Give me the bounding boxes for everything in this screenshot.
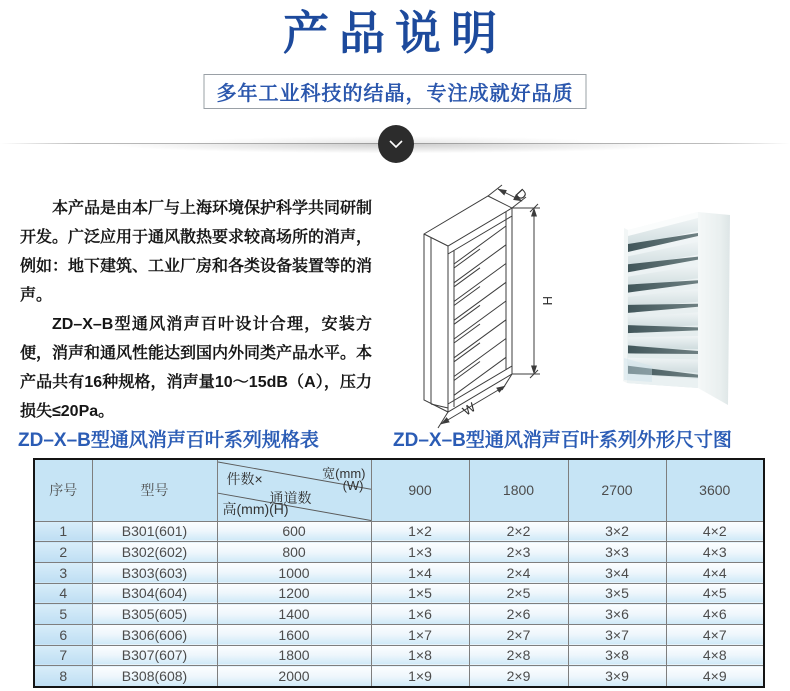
- cell-value: 3×3: [568, 542, 666, 563]
- corner-pieces-label: 件数×: [226, 471, 263, 487]
- cell-value: 1×2: [371, 521, 469, 542]
- header-diagonal-cell: [217, 459, 371, 521]
- cell-value: 4×2: [666, 521, 764, 542]
- cell-model: B305(605): [92, 604, 217, 625]
- cell-height: 800: [217, 542, 371, 563]
- table-row: [34, 542, 764, 563]
- cell-serial: 6: [34, 624, 92, 645]
- cell-value: 4×7: [666, 624, 764, 645]
- cell-value: 4×3: [666, 542, 764, 563]
- cell-height: 600: [217, 521, 371, 542]
- cell-height: 1600: [217, 624, 371, 645]
- cell-serial: 3: [34, 562, 92, 583]
- cell-value: 4×6: [666, 604, 764, 625]
- spec-table-title: ZD–X–B型通风消声百叶系列规格表: [18, 430, 319, 451]
- header-width-2700: 2700: [568, 459, 666, 521]
- tagline-box: [204, 74, 587, 109]
- louver-dimension-drawing: [398, 184, 593, 430]
- cell-value: 3×6: [568, 604, 666, 625]
- cell-value: 1×9: [371, 666, 469, 687]
- intro-paragraph-1: 本产品是由本厂与上海环境保护科学共同研制开发。广泛应用于通风散热要求较高场所的消声，例如：地下建筑、工业厂房和各类设备装置等的消声。: [20, 200, 373, 304]
- tagline-text: 多年工业科技的结晶，专注成就好品质: [216, 83, 574, 105]
- cell-value: 2×6: [469, 604, 568, 625]
- cell-value: 3×2: [568, 521, 666, 542]
- cell-value: 2×3: [469, 542, 568, 563]
- corner-width-label: 宽(mm): [322, 466, 366, 481]
- cell-height: 2000: [217, 666, 371, 687]
- chevron-down-icon: [378, 125, 414, 163]
- cell-value: 2×5: [469, 583, 568, 604]
- cell-serial: 8: [34, 666, 92, 687]
- table-row: [34, 604, 764, 625]
- spec-table: [33, 458, 765, 688]
- cell-value: 1×7: [371, 624, 469, 645]
- table-row: [34, 624, 764, 645]
- cell-value: 4×5: [666, 583, 764, 604]
- cell-value: 1×5: [371, 583, 469, 604]
- cell-value: 2×2: [469, 521, 568, 542]
- cell-serial: 5: [34, 604, 92, 625]
- header-width-1800: 1800: [469, 459, 568, 521]
- dimension-label-height: H: [540, 296, 555, 306]
- table-row: [34, 562, 764, 583]
- product-intro: [20, 194, 372, 426]
- table-row: [34, 583, 764, 604]
- table-header-row: [34, 459, 764, 521]
- header-width-900: 900: [371, 459, 469, 521]
- cell-model: B307(607): [92, 645, 217, 666]
- cell-value: 2×9: [469, 666, 568, 687]
- cell-height: 1200: [217, 583, 371, 604]
- dimension-label-width: W: [459, 399, 479, 419]
- cell-value: 1×4: [371, 562, 469, 583]
- cell-value: 2×8: [469, 645, 568, 666]
- cell-model: B303(603): [92, 562, 217, 583]
- cell-height: 1400: [217, 604, 371, 625]
- cell-height: 1000: [217, 562, 371, 583]
- cell-value: 1×3: [371, 542, 469, 563]
- cell-serial: 7: [34, 645, 92, 666]
- cell-value: 4×8: [666, 645, 764, 666]
- cell-model: B304(604): [92, 583, 217, 604]
- cell-value: 1×8: [371, 645, 469, 666]
- corner-channels-label: 通道数: [269, 490, 312, 506]
- cell-value: 1×6: [371, 604, 469, 625]
- cell-height: 1800: [217, 645, 371, 666]
- corner-height-label: 高(mm)(H): [222, 500, 289, 517]
- cell-model: B302(602): [92, 542, 217, 563]
- cell-value: 3×8: [568, 645, 666, 666]
- cell-value: 2×7: [469, 624, 568, 645]
- cell-value: 3×5: [568, 583, 666, 604]
- cell-serial: 2: [34, 542, 92, 563]
- cell-serial: 1: [34, 521, 92, 542]
- cell-value: 3×9: [568, 666, 666, 687]
- table-row: [34, 521, 764, 542]
- header-serial: 序号: [34, 459, 92, 521]
- cell-value: 3×7: [568, 624, 666, 645]
- table-row: [34, 645, 764, 666]
- cell-model: B301(601): [92, 521, 217, 542]
- header-model: 型号: [92, 459, 217, 521]
- cell-value: 3×4: [568, 562, 666, 583]
- header-width-3600: 3600: [666, 459, 764, 521]
- scroll-down-button[interactable]: [378, 125, 414, 163]
- intro-paragraph-2: ZD–X–B型通风消声百叶设计合理，安装方便，消声和通风性能达到国内外同类产品水平。本产品共有16种规格，消声量10～15dB（A），压力损失≤20Pa。: [20, 316, 373, 420]
- table-row: [34, 666, 764, 687]
- cell-value: 2×4: [469, 562, 568, 583]
- cell-value: 4×4: [666, 562, 764, 583]
- corner-width-unit: (W): [342, 478, 364, 493]
- cell-value: 4×9: [666, 666, 764, 687]
- cell-model: B306(606): [92, 624, 217, 645]
- cell-serial: 4: [34, 583, 92, 604]
- louver-product-photo: [600, 190, 740, 415]
- page-title: 产品说明: [283, 7, 507, 59]
- cell-model: B308(608): [92, 666, 217, 687]
- dimension-label-depth: D: [512, 185, 531, 203]
- dimension-figure-title: ZD–X–B型通风消声百叶系列外形尺寸图: [393, 430, 732, 451]
